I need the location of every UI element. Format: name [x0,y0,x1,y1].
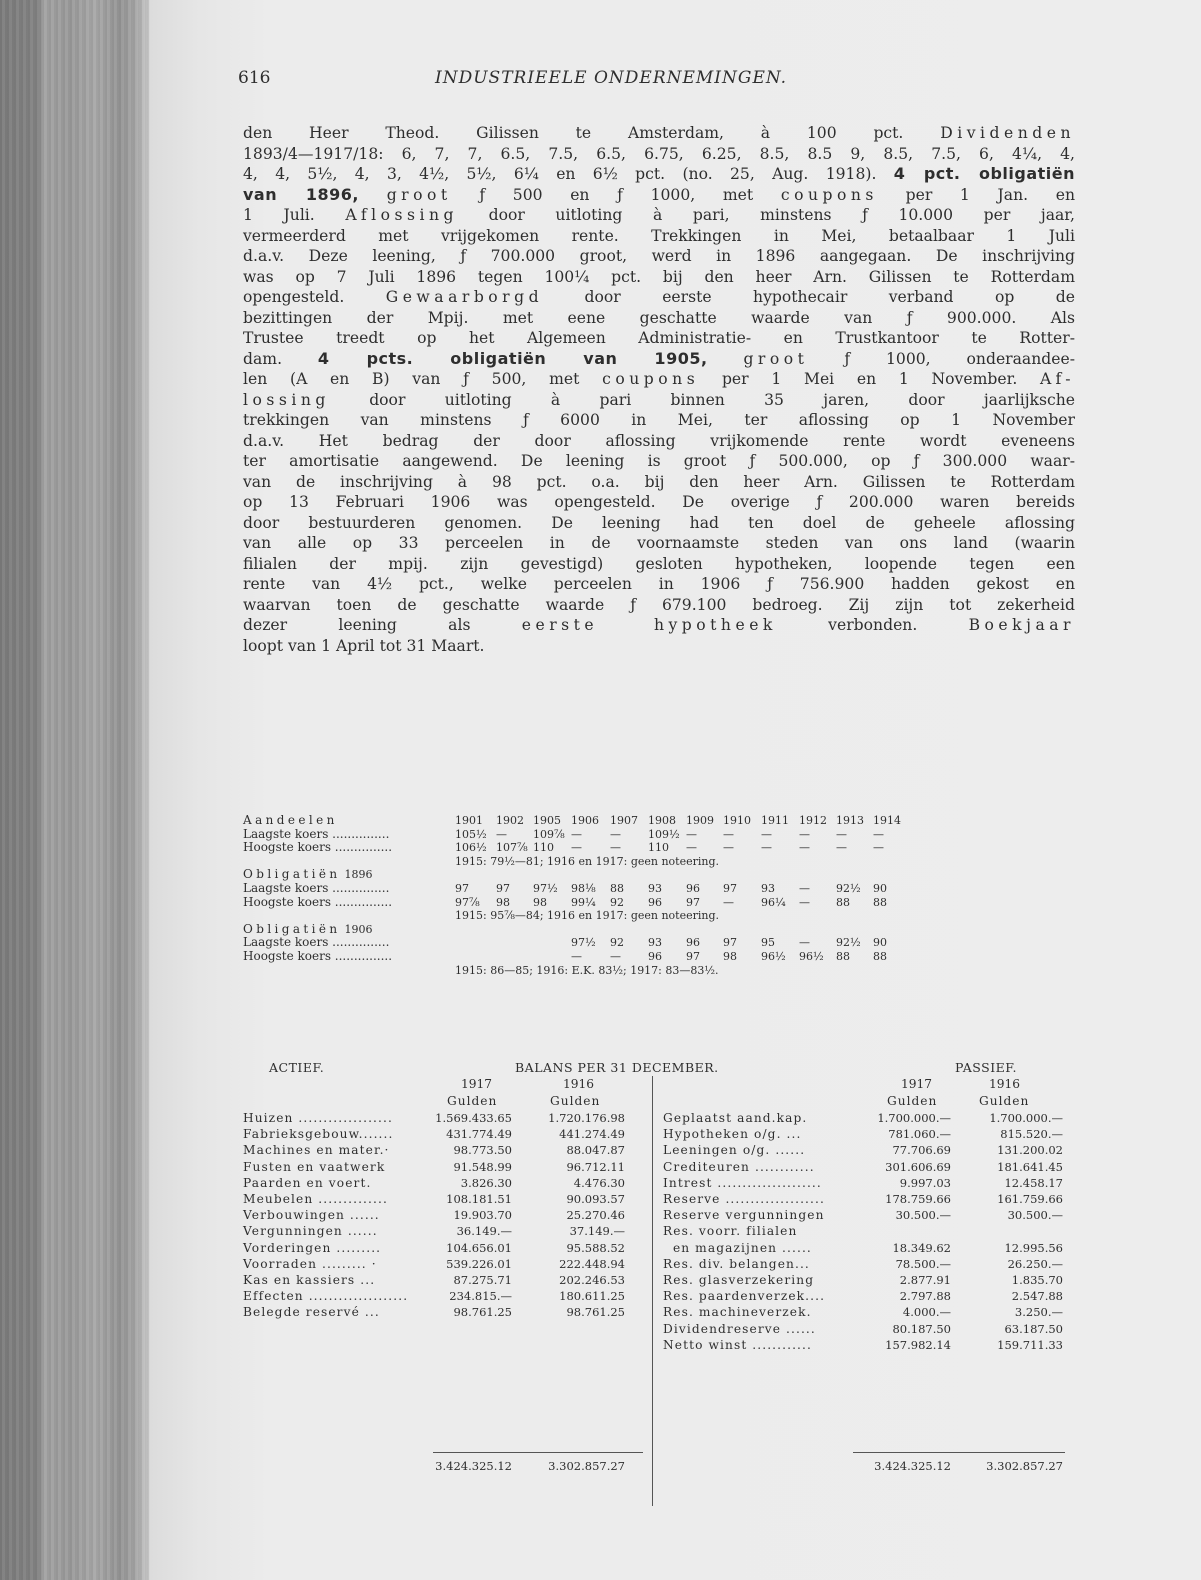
actief-row-label: Vergunningen ...... [243,1224,378,1239]
bold-heading: 4 pcts. obligatiën van 1905, [317,348,708,368]
passief-value-1916: 815.520.— [1000,1127,1063,1142]
text-run: trekkingen van minstens ƒ 6000 in Mei, ter aflossing op 1 November [243,411,1075,429]
page-number: 616 [238,68,271,88]
text-run: ƒ 1000, onderaandee- [808,349,1075,368]
text-line [243,369,1075,390]
koers-value: 97 [723,881,737,895]
koers-section-header [243,923,1075,937]
koers-value: — [799,936,810,950]
koers-section-title: Obligatiën 1896 [243,867,373,882]
passief-value-1916: 161.759.66 [997,1192,1063,1206]
passief-value-1916: 159.711.33 [997,1337,1063,1352]
text-line [243,390,1075,411]
text-line [243,492,1075,513]
text-run: 1 Juli. [243,206,346,224]
text-run: 1893/4—1917/18: 6, 7, 7, 6.5, 7.5, 6.5, 6.75, 6.25, 8.5, 8.5 9, 8.5, 7.5, 6, 4¼, 4, [243,144,1075,163]
koers-value: 97½ [571,936,596,950]
koers-value: 96 [686,881,700,895]
actief-value-1916: 1.720.176.98 [548,1111,625,1125]
koers-value: — [686,841,697,855]
text-run: opengesteld. [243,288,386,306]
actief-value-1917: 108.181.51 [446,1192,512,1206]
actief-row-label: Fusten en vaatwerk [243,1159,386,1174]
actief-value-1916: 180.611.25 [559,1289,625,1304]
passief-row-label: Dividendreserve ...... [663,1321,816,1336]
text-line [243,615,1075,636]
passief-year-1917: 1917 [901,1077,933,1091]
text-line [243,574,1075,595]
koers-section-header [243,814,1075,828]
koers-value: 96 [686,936,700,950]
koers-year-header: 1912 [799,814,827,827]
koers-year-header: 1902 [496,814,524,827]
actief-value-1916: 96.712.11 [566,1159,625,1174]
actief-value-1917: 98.773.50 [453,1143,512,1158]
actief-value-1917: 104.656.01 [446,1240,512,1255]
text-line [243,472,1075,493]
passief-value-1916: 1.835.70 [1011,1273,1063,1287]
text-line [243,410,1075,431]
passief-value-1917: 157.982.14 [885,1337,951,1352]
text-run: per 1 Mei en 1 November. [699,370,1041,388]
passief-value-1917: 80.187.50 [892,1321,951,1336]
actief-value-1916: 222.448.94 [559,1256,625,1271]
spaced-emphasis: Boekjaar [968,616,1075,634]
passief-total-rule [853,1452,1065,1453]
actief-total-1917: 3.424.325.12 [435,1459,512,1473]
text-run: door bestuurderen genomen. De leening had ten doel de geheele aflossing [243,513,1075,532]
koers-section-title: Aandeelen [243,813,338,827]
passief-row-label: Intrest ..................... [663,1175,822,1190]
passief-value-1917: 30.500.— [895,1208,951,1223]
passief-row-label: Hypotheken o/g. ... [663,1127,802,1142]
bold-heading: 4 pct. obligatiën [893,164,1075,183]
passief-value-1916: 63.187.50 [1004,1321,1063,1336]
actief-row-label: Meubelen .............. [243,1192,388,1206]
text-line [243,308,1075,329]
text-run [359,186,387,204]
passief-total-1917: 3.424.325.12 [874,1459,951,1473]
actief-value-1916: 95.588.52 [566,1240,625,1255]
koers-value: — [571,949,582,963]
koers-value: — [761,827,772,841]
actief-value-1916: 25.270.46 [566,1208,625,1223]
text-line [243,287,1075,308]
text-line [243,431,1075,452]
spaced-emphasis: Gewaarborgd [385,288,544,306]
koers-row [243,882,1075,896]
koers-value: — [610,827,621,841]
passief-title: PASSIEF. [955,1060,1017,1075]
koers-value: — [799,841,810,855]
koers-row-label: Hoogste koers ............... [243,840,393,855]
koers-year-header: 1909 [686,814,714,827]
text-line [243,205,1075,226]
column-divider [652,1076,653,1506]
actief-value-1916: 4.476.30 [573,1175,625,1190]
spaced-emphasis: Aflossing [345,206,458,224]
passief-row-label: Reserve vergunningen [663,1208,825,1223]
koers-value: 88 [873,949,887,963]
actief-year-1917: 1917 [461,1077,493,1091]
passief-value-1917: 178.759.66 [885,1192,951,1206]
spaced-emphasis: Dividenden [940,124,1075,142]
koers-year-header: 1914 [873,814,901,827]
passief-value-1917: 78.500.— [895,1256,951,1271]
passief-value-1917: 77.706.69 [892,1143,951,1158]
actief-value-1916: 202.246.53 [559,1273,625,1287]
text-run: den Heer Theod. Gilissen te Amsterdam, à 100 pct. [243,124,941,142]
koers-value: 99¼ [571,895,596,909]
koers-value: 88 [836,949,850,963]
koers-value: 90 [873,936,887,950]
actief-value-1917: 98.761.25 [453,1305,512,1320]
book-binding-edge [0,0,150,1580]
text-run: d.a.v. Deze leening, ƒ 700.000 groot, werd in 1896 aangegaan. De inschrijving [243,247,1075,265]
koers-section-title: Obligatiën 1906 [243,921,373,936]
koers-row-label: Hoogste koers ............... [243,948,393,963]
koers-year-header: 1901 [455,814,483,827]
koers-value: — [799,881,810,895]
koers-note-row [243,909,1075,923]
koers-row [243,896,1075,910]
koers-row [243,841,1075,855]
passief-unit-1917: Gulden [887,1094,938,1108]
text-run: door eerste hypothecair verband op de [543,288,1076,306]
koers-year-header: 1905 [533,814,561,827]
passief-value-1917: 18.349.62 [892,1240,951,1255]
koers-value: — [799,827,810,841]
passief-row-label: Leeningen o/g. ...... [663,1143,806,1158]
text-run: d.a.v. Het bedrag der door aflossing vrijkomende rente wordt eveneens [243,431,1075,450]
text-run: van alle op 33 perceelen in de voornaamste steden van ons land (waarin [243,534,1075,552]
koers-value: 88 [610,881,624,895]
spaced-emphasis: groot [386,185,452,204]
koers-row-label: Laagste koers ............... [243,826,390,841]
koers-section-year: 1906 [344,922,373,936]
koers-value: 95 [761,936,775,950]
koers-value: — [799,895,810,909]
actief-value-1917: 431.774.49 [446,1127,512,1142]
spaced-emphasis: eerste hypotheek [521,616,777,634]
actief-row-label: Effecten .................... [243,1289,409,1304]
passief-row-label: Res. machineverzek. [663,1305,812,1320]
koers-value: — [723,827,734,841]
actief-total-rule [433,1452,643,1453]
text-line [243,349,1075,370]
text-run: per 1 Jan. en [877,185,1076,204]
text-line [243,533,1075,554]
running-head [238,68,1075,98]
text-run: rente van 4½ pct., welke perceelen in 1906 ƒ 756.900 hadden gekost en [243,575,1075,593]
koers-year-header: 1908 [648,814,676,827]
koers-value: 97½ [533,881,558,895]
passief-value-1916: 30.500.— [1007,1208,1063,1223]
passief-value-1916: 131.200.02 [997,1143,1063,1158]
koers-row-label: Laagste koers ............... [243,935,390,950]
passief-value-1917: 2.797.88 [899,1289,951,1304]
actief-row-label: Belegde reservé ... [243,1305,380,1320]
koers-value: 96 [648,949,662,963]
koers-section-header [243,868,1075,882]
text-run: was op 7 Juli 1896 tegen 100¼ pct. bij den heer Arn. Gilissen te Rotterdam [243,267,1075,286]
koers-value: 106½ [455,841,487,855]
actief-row-label: Huizen ................... [243,1111,393,1125]
passief-value-1917: 1.700.000.— [877,1111,951,1125]
actief-row-label: Kas en kassiers ... [243,1273,376,1287]
koers-value: — [873,841,884,855]
text-run: loopt van 1 April tot 31 Maart. [243,636,485,655]
passief-row-label: Geplaatst aand.kap. [663,1111,808,1125]
koers-value: 97 [686,949,700,963]
actief-total-1916: 3.302.857.27 [548,1459,625,1473]
actief-unit-1916: Gulden [550,1094,601,1108]
passief-row-label: en magazijnen ...... [663,1240,812,1255]
spaced-emphasis: lossing [243,390,330,409]
koers-value: 93 [761,881,775,895]
passief-value-1917: 2.877.91 [899,1273,951,1287]
spaced-emphasis: coupons [602,370,700,388]
koers-year-header: 1910 [723,814,751,827]
koers-value: 97 [723,936,737,950]
passief-row-label: Res. glasverzekering [663,1273,815,1287]
balance-title: BALANS PER 31 DECEMBER. [515,1060,719,1075]
text-line [243,267,1075,288]
actief-title: ACTIEF. [269,1060,325,1075]
passief-value-1916: 3.250.— [1014,1305,1063,1320]
actief-row-label: Vorderingen ......... [243,1240,382,1255]
koers-value: — [723,895,734,909]
text-line [243,328,1075,349]
koers-value: 107⅞ [496,841,528,855]
koers-value: — [496,827,507,841]
passief-value-1916: 26.250.— [1007,1256,1063,1271]
koers-year-header: 1911 [761,814,789,827]
text-run: filialen der mpij. zijn gevestigd) gesloten hypotheken, loopende tegen een [243,554,1075,573]
passief-total-1916: 3.302.857.27 [986,1459,1063,1473]
passief-value-1917: 4.000.— [902,1305,951,1320]
koers-value: — [873,827,884,841]
actief-value-1917: 1.569.433.65 [435,1111,512,1125]
koers-value: 98 [496,895,510,909]
passief-row-label: Res. div. belangen... [663,1256,810,1271]
text-line [243,144,1075,165]
koers-value: 109⅞ [533,827,565,841]
running-title: INDUSTRIEELE ONDERNEMINGEN. [435,68,788,88]
koers-value: 92½ [836,936,861,950]
text-run: 4, 4, 5½, 4, 3, 4½, 5½, 6¼ en 6½ pct. (no. 25, Aug. 1918). [243,165,894,183]
text-line [243,636,1075,657]
actief-value-1917: 87.275.71 [453,1273,512,1287]
koers-row [243,950,1075,964]
actief-value-1917: 234.815.— [449,1289,512,1304]
actief-value-1916: 88.047.87 [566,1143,625,1158]
body-paragraph [243,123,1075,656]
koers-note: 1915: 95⅞—84; 1916 en 1917: geen noteering. [455,909,720,923]
passief-row-label: Netto winst ............ [663,1337,812,1352]
koers-value: 93 [648,881,662,895]
koers-row [243,936,1075,950]
text-line [243,451,1075,472]
text-run: van de inschrijving à 98 pct. o.a. bij den heer Arn. Gilissen te Rotterdam [243,472,1075,491]
koers-value: 96 [648,895,662,909]
koers-note-row [243,855,1075,869]
koers-note: 1915: 86—85; 1916: E.K. 83½; 1917: 83—83½. [455,963,719,977]
actief-row-label: Fabrieksgebouw....... [243,1127,394,1142]
koers-value: 110 [533,841,554,855]
actief-value-1916: 98.761.25 [566,1305,625,1320]
passief-value-1916: 12.458.17 [1004,1175,1063,1190]
koers-value: — [761,841,772,855]
koers-year-header: 1906 [571,814,599,827]
actief-value-1916: 37.149.— [569,1224,625,1239]
text-line [243,513,1075,534]
koers-value: — [571,827,582,841]
passief-value-1916: 1.700.000.— [989,1111,1063,1125]
text-run: Trustee treedt op het Algemeen Administratie- en Trustkantoor te Rotter- [243,329,1075,347]
actief-value-1917: 19.903.70 [453,1208,512,1223]
text-line [243,123,1075,144]
koers-value: 97⅞ [455,895,480,909]
koers-note: 1915: 79½—81; 1916 en 1917: geen noteering. [455,854,720,868]
text-run: verbonden. [776,616,969,634]
text-line [243,246,1075,267]
koers-value: 92½ [836,881,861,895]
text-run: waarvan toen de geschatte waarde ƒ 679.100 bedroeg. Zij zijn tot zekerheid [243,595,1075,614]
passief-row-label: Res. voorr. filialen [663,1224,798,1239]
text-line [243,164,1075,185]
passief-value-1916: 181.641.45 [997,1159,1063,1174]
koers-value: 109½ [648,827,680,841]
spaced-emphasis: Af- [1040,370,1075,388]
actief-row-label: Verbouwingen ...... [243,1208,380,1223]
text-run: ƒ 500 en ƒ 1000, met [451,185,781,204]
koers-row-label: Laagste koers ............... [243,880,390,895]
koers-value: — [686,827,697,841]
text-run: door uitloting à pari, minstens ƒ 10.000 per jaar, [458,206,1075,224]
text-run: len (A en B) van ƒ 500, met [243,370,603,388]
koers-value: 96½ [799,949,824,963]
passief-value-1917: 781.060.— [888,1127,951,1142]
passief-year-1916: 1916 [989,1077,1021,1091]
passief-row-label: Reserve .................... [663,1192,825,1206]
koers-value: 93 [648,936,662,950]
passief-row-label: Res. paardenverzek.... [663,1289,826,1304]
text-run [708,350,744,368]
spaced-emphasis: groot [743,349,809,368]
text-line [243,554,1075,575]
koers-row-label: Hoogste koers ............... [243,894,393,909]
text-run: ter amortisatie aangewend. De leening is groot ƒ 500.000, op ƒ 300.000 waar- [243,452,1075,470]
bold-heading: van 1896, [243,184,360,204]
actief-row-label: Machines en mater.· [243,1143,390,1158]
koers-value: 98⅛ [571,881,596,895]
text-run: door uitloting à pari binnen 35 jaren, door jaarlijksche [329,390,1075,409]
koers-value: 105½ [455,827,487,841]
actief-row-label: Voorraden ......... · [243,1256,377,1271]
text-run: bezittingen der Mpij. met eene geschatte waarde van ƒ 900.000. Als [243,308,1075,327]
passief-value-1917: 9.997.03 [899,1175,951,1190]
text-run: dezer leening als [243,616,522,634]
passief-row-label: Crediteuren ............ [663,1159,815,1174]
passief-value-1916: 12.995.56 [1004,1240,1063,1255]
koers-section-year: 1896 [344,868,373,882]
koers-value: 97 [496,881,510,895]
price-tables [243,814,1075,977]
text-line [243,185,1075,206]
koers-value: 110 [648,841,669,855]
text-run: op 13 Februari 1906 was opengesteld. De overige ƒ 200.000 waren bereids [243,493,1075,511]
actief-value-1917: 36.149.— [456,1224,512,1239]
koers-year-header: 1913 [836,814,864,827]
text-line [243,226,1075,247]
text-line [243,595,1075,616]
text-run: dam. [243,349,318,368]
koers-value: 96½ [761,949,786,963]
koers-value: 98 [533,895,547,909]
actief-unit-1917: Gulden [447,1094,498,1108]
koers-value: 92 [610,895,624,909]
koers-value: — [836,841,847,855]
koers-value: 96¼ [761,895,786,909]
passief-value-1916: 2.547.88 [1011,1289,1063,1304]
koers-row [243,828,1075,842]
koers-year-header: 1907 [610,814,638,827]
koers-value: — [610,949,621,963]
actief-value-1917: 91.548.99 [453,1159,512,1174]
spaced-emphasis: coupons [780,185,878,204]
koers-value: — [610,841,621,855]
koers-value: 88 [836,895,850,909]
actief-value-1917: 539.226.01 [446,1256,512,1271]
koers-value: — [723,841,734,855]
actief-row-label: Paarden en voert. [243,1175,372,1190]
koers-value: 97 [686,895,700,909]
actief-value-1916: 441.274.49 [559,1127,625,1142]
actief-value-1916: 90.093.57 [566,1192,625,1206]
koers-value: — [836,827,847,841]
actief-value-1917: 3.826.30 [460,1175,512,1190]
passief-value-1917: 301.606.69 [885,1159,951,1174]
koers-value: 98 [723,949,737,963]
koers-value: 88 [873,895,887,909]
passief-unit-1916: Gulden [979,1094,1030,1108]
koers-value: 97 [455,881,469,895]
koers-value: — [571,841,582,855]
koers-note-row [243,964,1075,978]
koers-value: 92 [610,936,624,950]
text-run: vermeerderd met vrijgekomen rente. Trekkingen in Mei, betaalbaar 1 Juli [243,226,1075,245]
koers-value: 90 [873,881,887,895]
actief-year-1916: 1916 [563,1077,595,1091]
